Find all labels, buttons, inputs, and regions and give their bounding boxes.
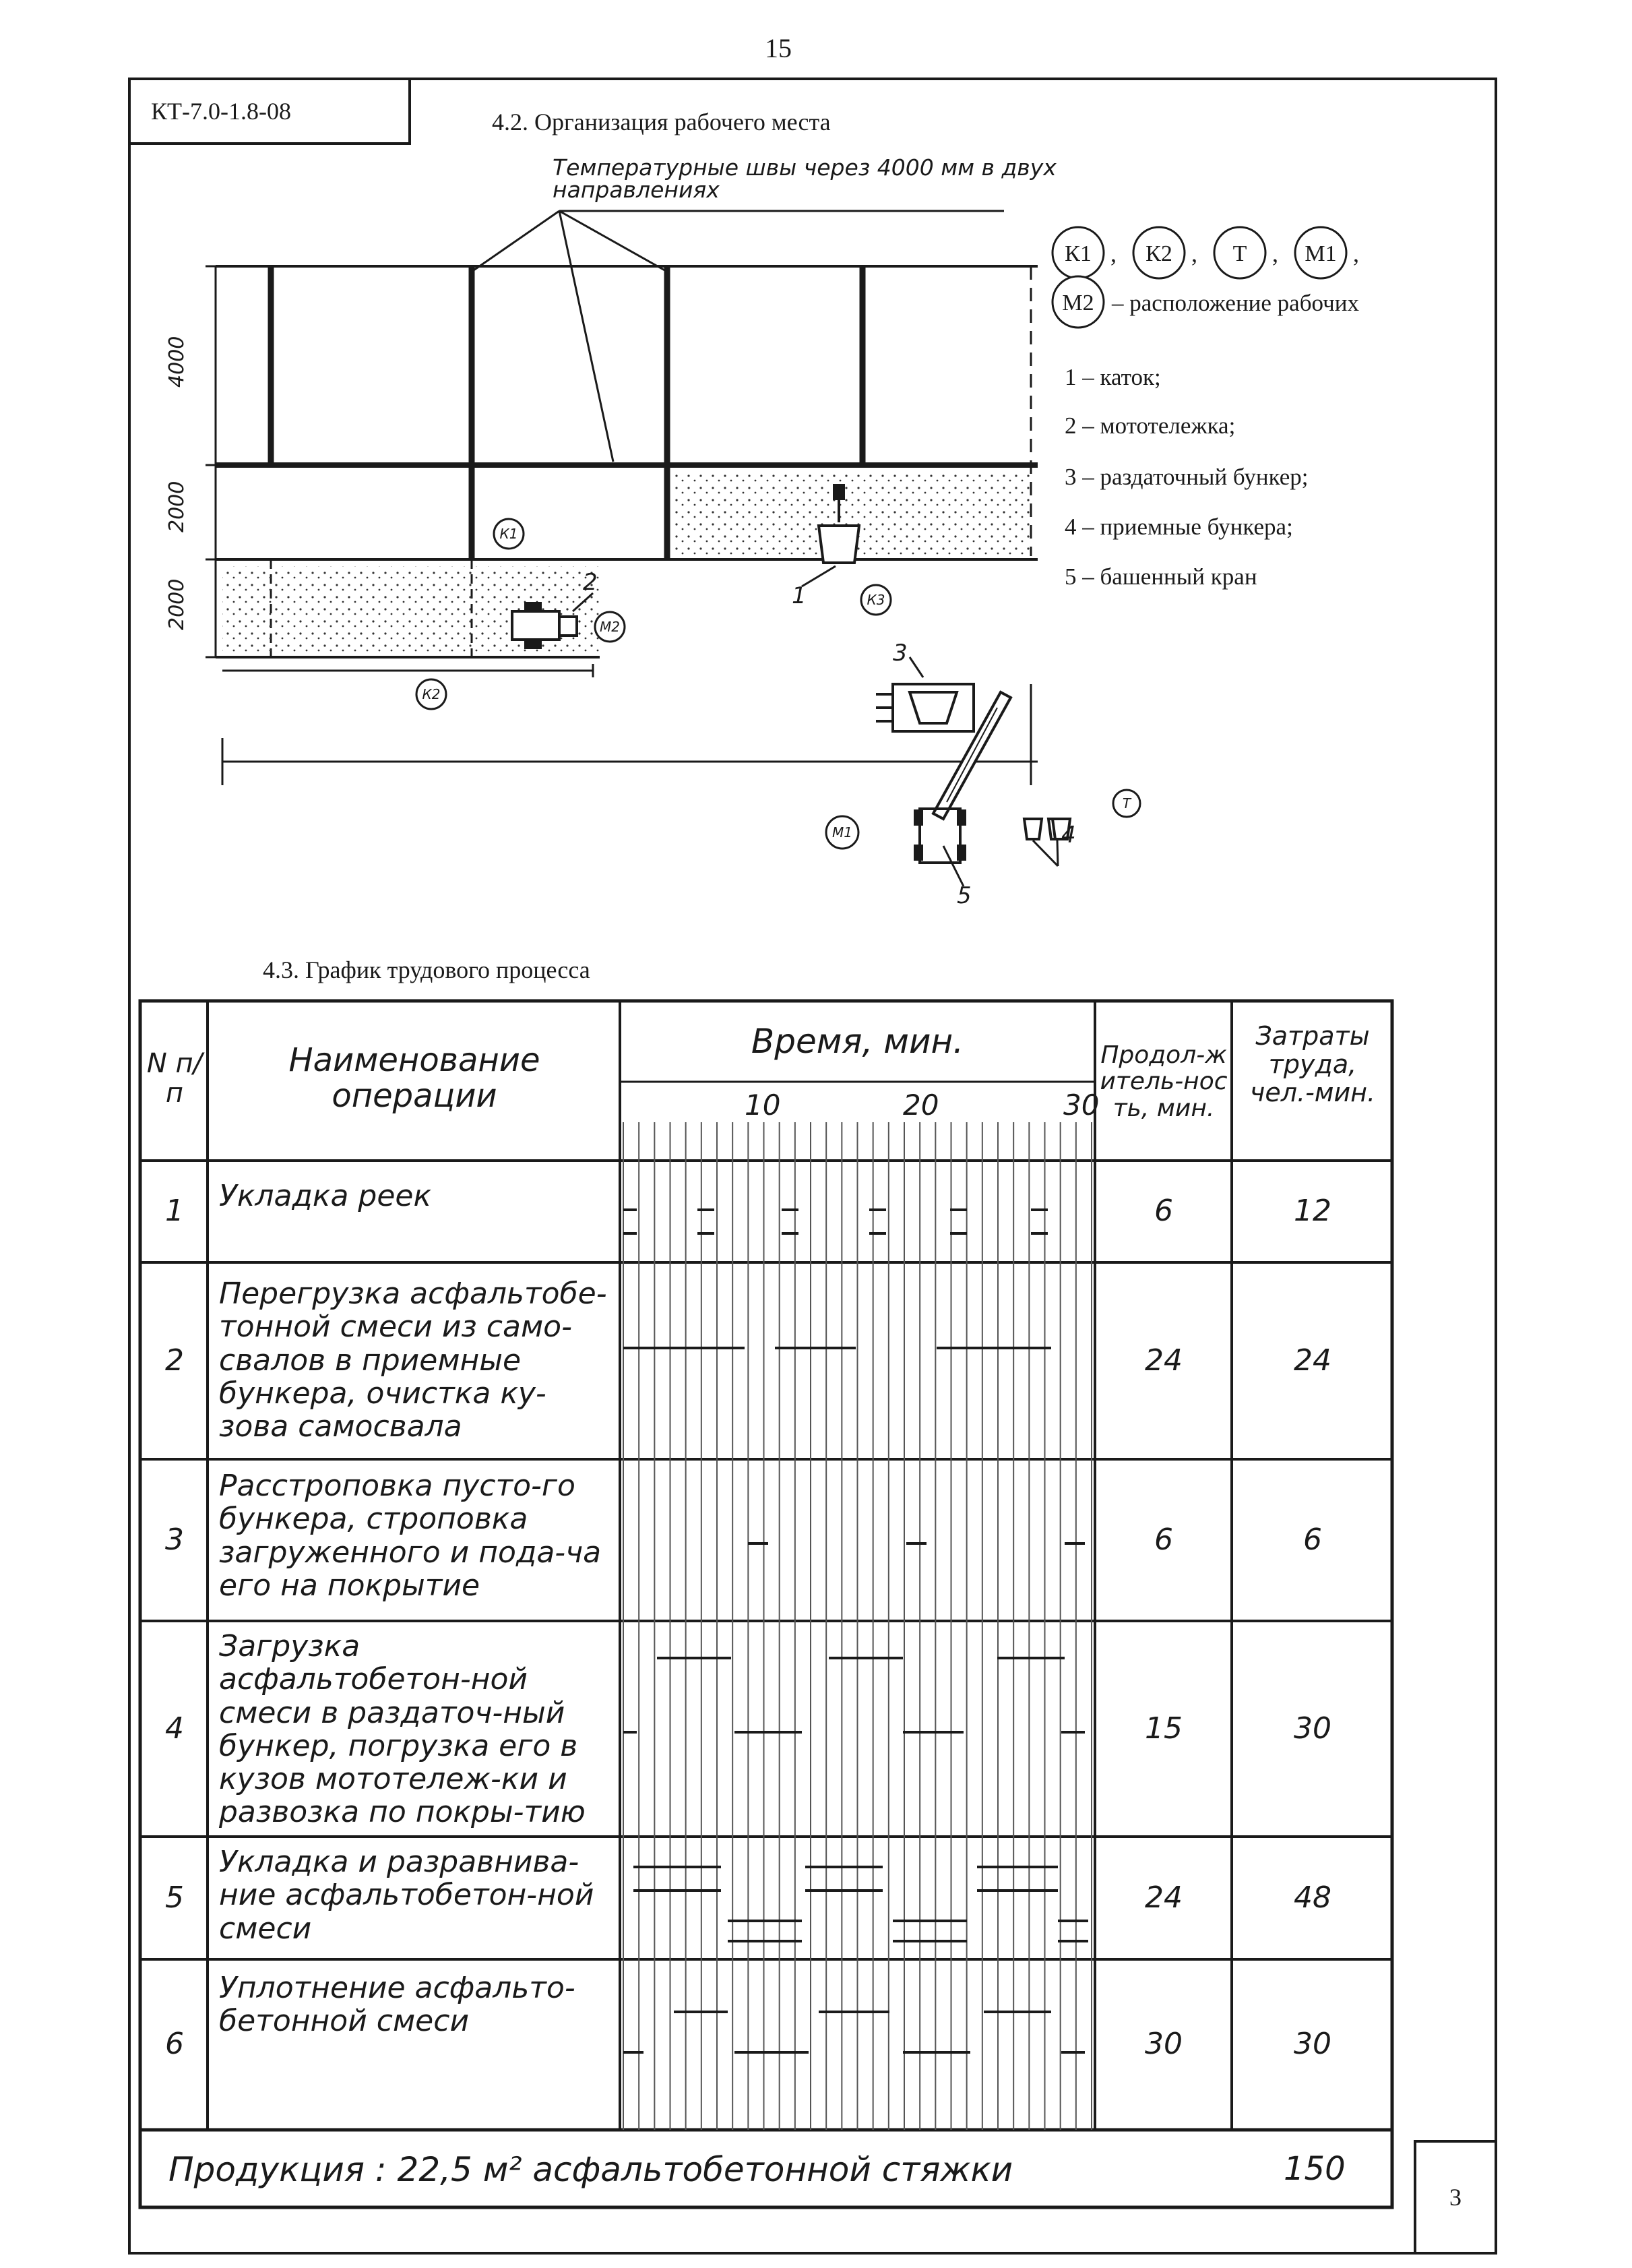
section-42-title: 4.2. Организация рабочего места: [492, 109, 831, 135]
row-2-labor: 24: [1294, 1343, 1331, 1378]
row-3-labor: 6: [1303, 1522, 1322, 1557]
svg-text:,: ,: [1110, 240, 1117, 267]
plan-worker-k1: К1: [499, 526, 518, 542]
footer-total: 150: [1284, 2150, 1346, 2188]
header-labor: Затраты труда, чел.-мин.: [1249, 1021, 1376, 1107]
row-4-name: Загрузка асфальтобетон-ной смеси в раздаточ-ный бункер, погрузка его в кузов мототележ-ки и развозка по покры-тию: [219, 1629, 586, 1830]
legend-worker-m2: М2: [1062, 290, 1094, 315]
plan-num-4: 4: [1061, 822, 1076, 849]
plan-worker-k2: К2: [422, 686, 441, 702]
row-3-num: 3: [165, 1522, 184, 1557]
row-6-labor: 30: [1294, 2027, 1331, 2062]
row-5-name: Укладка и разравнива-ние асфальтобетон-ной смеси: [219, 1845, 594, 1946]
legend-item-1: 1 – каток;: [1065, 364, 1161, 390]
row-6-num: 6: [165, 2027, 184, 2062]
legend-item-3: 3 – раздаточный бункер;: [1065, 464, 1309, 490]
header-time: Время, мин.: [751, 1021, 964, 1061]
legend-worker-m1: М1: [1305, 241, 1337, 266]
row-2-duration: 24: [1145, 1343, 1183, 1378]
row-6-duration: 30: [1145, 2027, 1183, 2062]
row-2-num: 2: [165, 1343, 184, 1378]
row-1-num: 1: [165, 1194, 184, 1229]
row-6-name: Уплотнение асфальто-бетонной смеси: [219, 1971, 575, 2039]
footer-label: Продукция : 22,5 м² асфальтобетонной стяжки: [168, 2150, 1013, 2189]
row-4-labor: 30: [1294, 1711, 1331, 1746]
joint-note: Температурные швы через 4000 мм в двух направлениях: [553, 154, 1057, 203]
tick-30: 30: [1063, 1089, 1100, 1122]
row-1-duration: 6: [1154, 1194, 1173, 1229]
svg-text:,: ,: [1272, 240, 1278, 267]
legend-worker-k2: К2: [1145, 241, 1172, 266]
workers-caption: – расположение рабочих: [1112, 290, 1359, 316]
row-2-name: Перегрузка асфальтобе-тонной смеси из само-свалов в приемные бункера, очистка ку-зова самосвала: [219, 1277, 607, 1444]
plan-worker-t: Т: [1122, 795, 1131, 811]
row-5-num: 5: [165, 1880, 184, 1915]
page-number: 15: [765, 33, 792, 63]
plan-num-3: 3: [893, 640, 908, 667]
svg-text:,: ,: [1353, 240, 1359, 267]
row-3-duration: 6: [1154, 1522, 1173, 1557]
row-4-duration: 15: [1145, 1711, 1183, 1746]
legend-worker-t: Т: [1232, 241, 1247, 266]
section-43-title: 4.3. График трудового процесса: [263, 956, 590, 983]
dim-2000-b: 2000: [165, 578, 189, 630]
tick-10: 10: [745, 1089, 781, 1122]
header-num: N п/п: [146, 1048, 203, 1109]
plan-num-5: 5: [957, 882, 972, 909]
header-duration: Продол-житель-ность, мин.: [1100, 1041, 1228, 1122]
row-1-labor: 12: [1294, 1194, 1331, 1229]
plan-num-1: 1: [792, 582, 807, 609]
row-3-name: Расстроповка пусто-го бункера, строповка загруженного и пода-ча его на покрытие: [219, 1469, 602, 1603]
tick-20: 20: [903, 1089, 939, 1122]
doc-code: КТ-7.0-1.8-08: [128, 78, 411, 145]
dim-2000-a: 2000: [165, 481, 189, 532]
legend-worker-k1: К1: [1065, 241, 1092, 266]
plan-num-2: 2: [583, 569, 598, 596]
dim-4000: 4000: [165, 336, 189, 388]
row-4-num: 4: [165, 1711, 184, 1746]
row-5-duration: 24: [1145, 1880, 1183, 1915]
legend-item-5: 5 – башенный кран: [1065, 563, 1257, 590]
row-1-name: Укладка реек: [219, 1179, 432, 1213]
svg-text:,: ,: [1191, 240, 1197, 267]
legend-item-2: 2 – мототележка;: [1065, 412, 1236, 439]
sheet-number: 3: [1414, 2140, 1497, 2255]
plan-worker-m1: М1: [832, 824, 852, 840]
legend-item-4: 4 – приемные бункера;: [1065, 514, 1293, 540]
header-name: Наименование операции: [288, 1041, 540, 1115]
plan-worker-k3: К3: [867, 592, 885, 608]
plan-worker-m2: М2: [600, 619, 620, 635]
row-5-labor: 48: [1294, 1880, 1331, 1915]
